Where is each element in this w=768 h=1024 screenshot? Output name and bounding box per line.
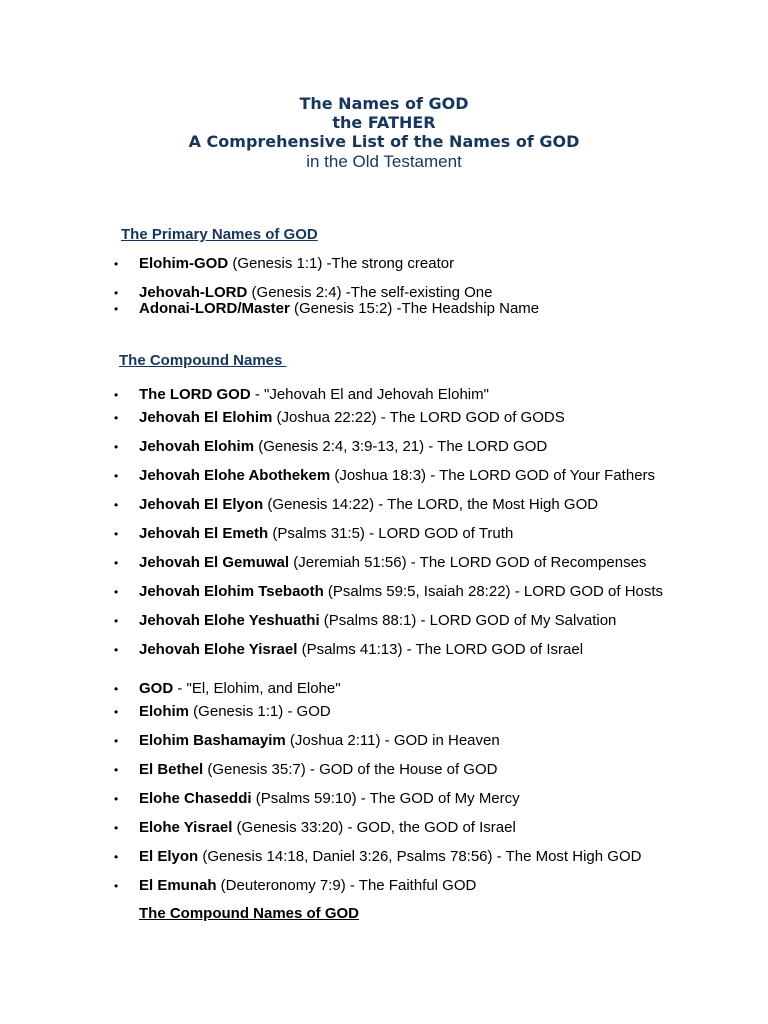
bullet-icon: •	[114, 302, 119, 316]
item-name: Adonai-LORD/Master	[139, 300, 290, 317]
list-item	[114, 467, 655, 485]
list-item	[114, 703, 331, 721]
list-item	[114, 496, 598, 514]
bullet-icon: •	[114, 879, 119, 893]
bullet-icon: •	[114, 388, 119, 402]
list-item	[114, 554, 646, 572]
item-name: Elohim-GOD	[139, 255, 229, 272]
bullet-icon: •	[114, 763, 119, 777]
item-name: El Emunah	[139, 877, 217, 894]
bullet-icon: •	[114, 498, 119, 512]
item-name: GOD	[139, 680, 174, 697]
item-name: Elohe Yisrael	[139, 819, 233, 836]
bullet-icon: •	[114, 469, 119, 483]
list-item	[114, 732, 500, 750]
list-item	[114, 848, 641, 866]
title-line-4: in the Old Testament	[306, 152, 462, 171]
item-name: Jehovah Elohim	[139, 438, 255, 455]
bullet-icon: •	[114, 850, 119, 864]
item-name: Jehovah El Elohim	[139, 409, 273, 426]
item-name: Jehovah Elohim Tsebaoth	[139, 583, 324, 600]
title-line-2: the FATHER	[332, 113, 436, 132]
document-title	[0, 94, 768, 173]
bullet-icon: •	[114, 821, 119, 835]
item-desc: (Psalms 31:5) - LORD GOD of Truth	[268, 525, 514, 542]
item-desc: (Genesis 2:4) -The self-existing One	[247, 284, 493, 301]
bullet-icon: •	[114, 614, 119, 628]
bullet-icon: •	[114, 411, 119, 425]
item-desc: - "Jehovah El and Jehovah Elohim"	[250, 386, 489, 403]
item-name: Jehovah Elohe Yeshuathi	[139, 612, 320, 629]
list-item	[114, 525, 513, 543]
item-desc: (Psalms 59:10) - The GOD of My Mercy	[251, 790, 520, 807]
list-item	[114, 300, 539, 318]
item-desc: (Genesis 2:4, 3:9-13, 21) - The LORD GOD	[254, 438, 548, 455]
item-name: Elohim Bashamayim	[139, 732, 286, 749]
item-desc: (Genesis 15:2) -The Headship Name	[289, 300, 540, 317]
item-desc: (Joshua 22:22) - The LORD GOD of GODS	[272, 409, 565, 426]
item-desc: (Deuteronomy 7:9) - The Faithful GOD	[216, 877, 477, 894]
item-desc: (Genesis 14:18, Daniel 3:26, Psalms 78:56) - The Most High GOD	[198, 848, 642, 865]
bullet-icon: •	[114, 643, 119, 657]
list-item	[114, 641, 583, 659]
item-desc: (Genesis 35:7) - GOD of the House of GOD	[203, 761, 498, 778]
list-item	[114, 877, 476, 895]
item-name: Jehovah Elohe Yisrael	[139, 641, 298, 658]
bullet-icon: •	[114, 440, 119, 454]
item-desc: (Genesis 1:1) -The strong creator	[228, 255, 455, 272]
item-desc: (Genesis 33:20) - GOD, the GOD of Israel	[232, 819, 516, 836]
list-item	[114, 761, 497, 779]
primary-names-heading: The Primary Names of GOD	[121, 226, 318, 243]
bullet-icon: •	[114, 585, 119, 599]
item-desc: (Genesis 1:1) - GOD	[189, 703, 331, 720]
list-item	[114, 409, 565, 427]
item-desc: (Psalms 88:1) - LORD GOD of My Salvation	[319, 612, 617, 629]
title-line-1: The Names of GOD	[299, 94, 469, 113]
list-item	[114, 438, 547, 456]
item-name: El Elyon	[139, 848, 199, 865]
item-name: Jehovah El Emeth	[139, 525, 269, 542]
bullet-icon: •	[114, 682, 119, 696]
compound-names-heading: The Compound Names	[119, 352, 287, 369]
item-desc: - "El, Elohim, and Elohe"	[173, 680, 341, 697]
list-item	[114, 583, 663, 601]
item-name: Jehovah El Elyon	[139, 496, 264, 513]
list-item	[114, 255, 454, 273]
bullet-icon: •	[114, 705, 119, 719]
item-name: The LORD GOD	[139, 386, 251, 403]
title-line-3: A Comprehensive List of the Names of GOD	[188, 132, 580, 151]
item-name: Elohim	[139, 703, 190, 720]
item-desc: (Psalms 59:5, Isaiah 28:22) - LORD GOD of Hosts	[323, 583, 664, 600]
item-desc: (Genesis 14:22) - The LORD, the Most High GOD	[263, 496, 599, 513]
list-item	[114, 612, 616, 630]
item-desc: (Joshua 18:3) - The LORD GOD of Your Fathers	[330, 467, 656, 484]
list-item	[114, 790, 520, 808]
item-desc: (Jeremiah 51:56) - The LORD GOD of Recompenses	[289, 554, 647, 571]
bullet-icon: •	[114, 257, 119, 271]
item-desc: (Joshua 2:11) - GOD in Heaven	[285, 732, 500, 749]
item-desc: (Psalms 41:13) - The LORD GOD of Israel	[297, 641, 584, 658]
item-name: El Bethel	[139, 761, 204, 778]
compound-names-of-god-heading: The Compound Names of GOD	[139, 905, 360, 922]
bullet-icon: •	[114, 792, 119, 806]
list-item	[114, 386, 489, 404]
list-item	[114, 819, 516, 837]
bullet-icon: •	[114, 734, 119, 748]
bullet-icon: •	[114, 556, 119, 570]
item-name: Jehovah El Gemuwal	[139, 554, 290, 571]
item-name: Jehovah Elohe Abothekem	[139, 467, 331, 484]
item-name: Elohe Chaseddi	[139, 790, 252, 807]
bullet-icon: •	[114, 286, 119, 300]
list-item	[114, 680, 341, 698]
bullet-icon: •	[114, 527, 119, 541]
item-name: Jehovah-LORD	[139, 284, 248, 301]
